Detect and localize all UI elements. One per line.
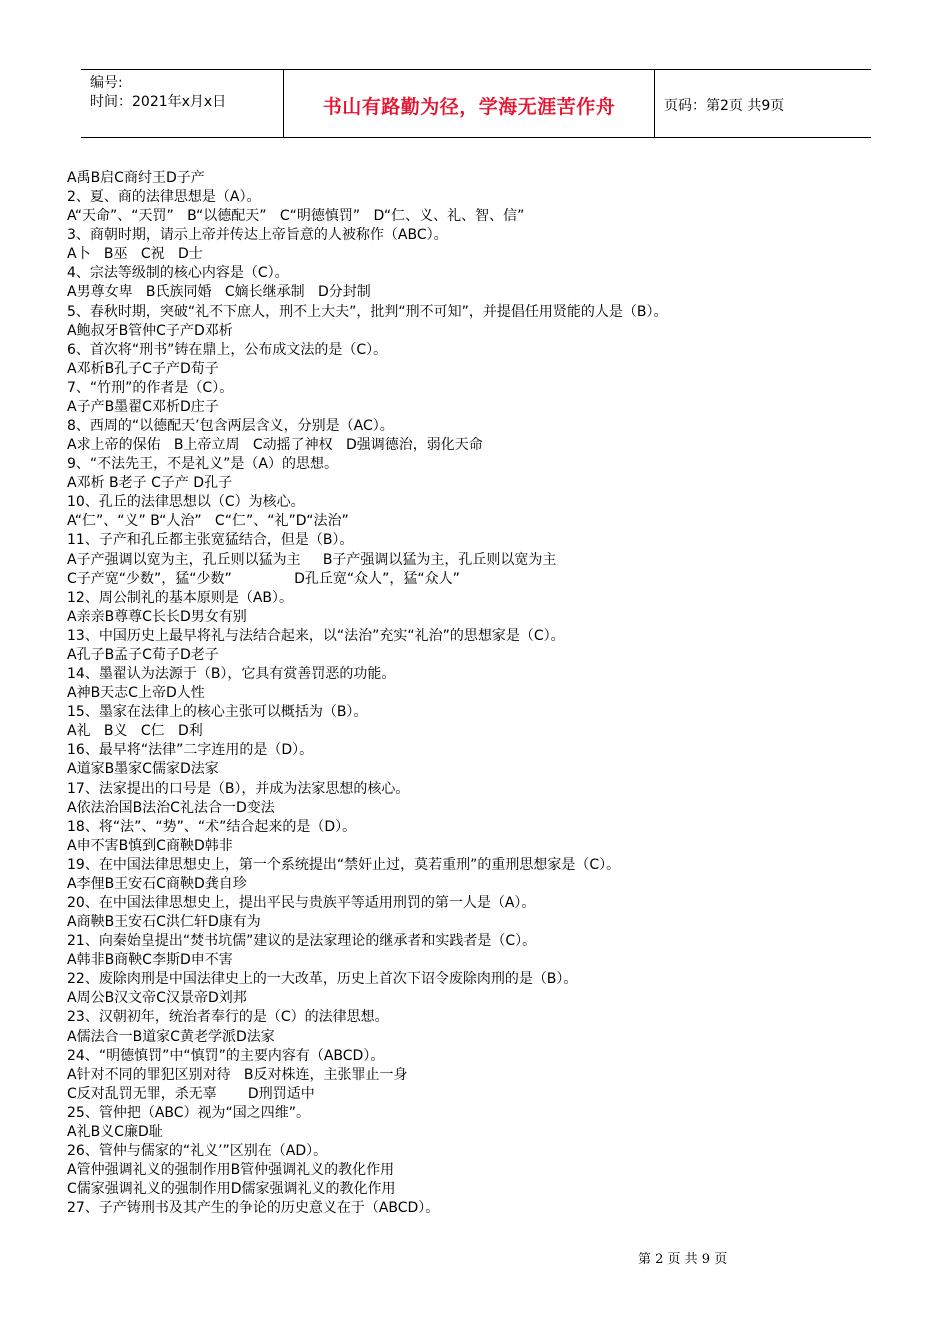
text-line: 26、管仲与儒家的“礼义’”区别在（AD）。 xyxy=(67,1142,328,1159)
document-number: 编号: xyxy=(90,75,123,91)
page-header xyxy=(81,69,871,138)
text-line: A“天命”、“天罚” B“以德配天” C“明德慎罚” D“仁、义、礼、智、信” xyxy=(67,208,525,225)
text-line: A申不害B慎到C商鞅D韩非 xyxy=(67,837,233,854)
text-line: 21、向秦始皇提出“焚书坑儒”建议的是法家理论的继承者和实践者是（C）。 xyxy=(67,933,537,950)
header-meta xyxy=(81,70,284,137)
text-line: A禹B启C商纣王D子产 xyxy=(67,170,205,186)
text-line: 6、首次将“刑书”铸在鼎上，公布成文法的是（C）。 xyxy=(67,341,388,358)
text-line: A孔子B孟子C荀子D老子 xyxy=(67,646,219,663)
text-line: A鲍叔牙B管仲C子产D邓析 xyxy=(67,322,233,339)
text-line: A神B天志C上帝D人性 xyxy=(67,685,205,702)
text-line: C反对乱罚无罪，杀无辜 D刑罚适中 xyxy=(67,1085,315,1102)
header-motto: 书山有路勤为径，学海无涯苦作舟 xyxy=(284,70,655,137)
text-line: A道家B墨家C儒家D法家 xyxy=(67,761,219,778)
page-footer: 第 2 页 共 9 页 xyxy=(638,1252,728,1267)
text-line: 14、墨翟认为法源于（B），它具有赏善罚恶的功能。 xyxy=(67,666,396,683)
text-line: 9、“不法先王，不是礼义”是（A）的思想。 xyxy=(67,456,338,473)
text-line: A亲亲B尊尊C长长D男女有别 xyxy=(67,608,247,625)
text-line: 20、在中国法律思想史上，提出平民与贵族平等适用刑罚的第一人是（A）。 xyxy=(67,894,536,911)
text-line: A商鞅B王安石C洪仁轩D康有为 xyxy=(67,914,261,931)
text-line: 8、西周的“以德配天’包含两层含义，分别是（AC）。 xyxy=(67,418,394,435)
text-line: A管仲强调礼义的强制作用B管仲强调礼义的教化作用 xyxy=(67,1162,395,1179)
text-line: A子产强调以宽为主，孔丘则以猛为主 B子产强调以猛为主，孔丘则以宽为主 xyxy=(67,551,557,568)
text-line: A儒法合一B道家C黄老学派D法家 xyxy=(67,1028,275,1045)
text-line: 24、“明德慎罚”中“慎罚”的主要内容有（ABCD）。 xyxy=(67,1047,385,1064)
text-line: 23、汉朝初年，统治者奉行的是（C）的法律思想。 xyxy=(67,1009,389,1026)
text-line: 16、最早将“法律”二字连用的是（D）。 xyxy=(67,742,314,759)
text-line: 17、法家提出的口号是（B），并成为法家思想的核心。 xyxy=(67,780,410,797)
text-line: 5、春秋时期，突破“礼不下庶人，刑不上大夫”，批判“刑不可知”，并提倡任用贤能的人是（B）。 xyxy=(67,303,668,320)
text-line: 13、中国历史上最早将礼与法结合起来，以“法治”充实“礼治”的思想家是（C）。 xyxy=(67,627,565,644)
text-line: 27、子产铸刑书及其产生的争论的历史意义在于（ABCD）。 xyxy=(67,1200,440,1217)
text-line: A周公B汉文帝C汉景帝D刘邦 xyxy=(67,990,247,1007)
text-line: 10、孔丘的法律思想以（C）为核心。 xyxy=(67,494,305,511)
text-line: A韩非B商鞅C李斯D申不害 xyxy=(67,952,233,969)
text-line: 11、子产和孔丘都主张宽猛结合，但是（B）。 xyxy=(67,532,354,549)
text-line: 12、周公制礼的基本原则是（AB）。 xyxy=(67,589,293,606)
text-line: 7、“竹刑”的作者是（C）。 xyxy=(67,379,234,396)
text-line: A邓析 B老子 C子产 D孔子 xyxy=(67,475,233,492)
text-line: A男尊女卑 B氏族同婚 C嫡长继承制 D分封制 xyxy=(67,284,371,301)
text-line: 22、废除肉刑是中国法律史上的一大改革，历史上首次下诏令废除肉刑的是（B）。 xyxy=(67,971,578,988)
text-line: 25、管仲把（ABC）视为“国之四维”。 xyxy=(67,1104,311,1121)
text-line: A礼B义C廉D耻 xyxy=(67,1123,163,1140)
text-line: A针对不同的罪犯区别对待 B反对株连，主张罪止一身 xyxy=(67,1066,408,1083)
text-line: C子产宽“少数”，猛“少数” D孔丘宽“众人”，猛“众人” xyxy=(67,570,460,587)
text-line: A依法治国B法治C礼法合一D变法 xyxy=(67,799,275,816)
text-line: A子产B墨翟C邓析D庄子 xyxy=(67,398,219,415)
text-line: 15、墨家在法律上的核心主张可以概括为（B）。 xyxy=(67,704,368,721)
text-line: A邓析B孔子C子产D荀子 xyxy=(67,360,219,377)
text-line: A卜 B巫 C祝 D士 xyxy=(67,246,203,263)
text-line: 2、夏、商的法律思想是（A）。 xyxy=(67,189,261,206)
text-line: 4、宗法等级制的核心内容是（C）。 xyxy=(67,265,289,282)
text-line: 18、将“法”、“势”、“术”结合起来的是（D）。 xyxy=(67,818,357,835)
question-list xyxy=(67,169,887,1218)
text-line: 19、在中国法律思想史上，第一个系统提出“禁奸止过，莫若重刑”的重刑思想家是（C）。 xyxy=(67,856,621,873)
header-page-code: 页码：第2页 共9页 xyxy=(664,97,785,114)
text-line: 3、商朝时期，请示上帝并传达上帝旨意的人被称作（ABC）。 xyxy=(67,227,448,244)
text-line: A“仁”、“义” B“人治” C“仁”、“礼”D“法治” xyxy=(67,513,349,530)
text-line: A礼 B义 C仁 D利 xyxy=(67,723,203,740)
text-line: C儒家强调礼义的强制作用D儒家强调礼义的教化作用 xyxy=(67,1181,396,1198)
document-time: 时间：2021年x月x日 xyxy=(90,94,227,110)
text-line: A求上帝的保佑 B上帝立周 C动摇了神权 D强调德治，弱化天命 xyxy=(67,437,483,454)
text-line: A李俚B王安石C商鞅D龚自珍 xyxy=(67,875,247,892)
